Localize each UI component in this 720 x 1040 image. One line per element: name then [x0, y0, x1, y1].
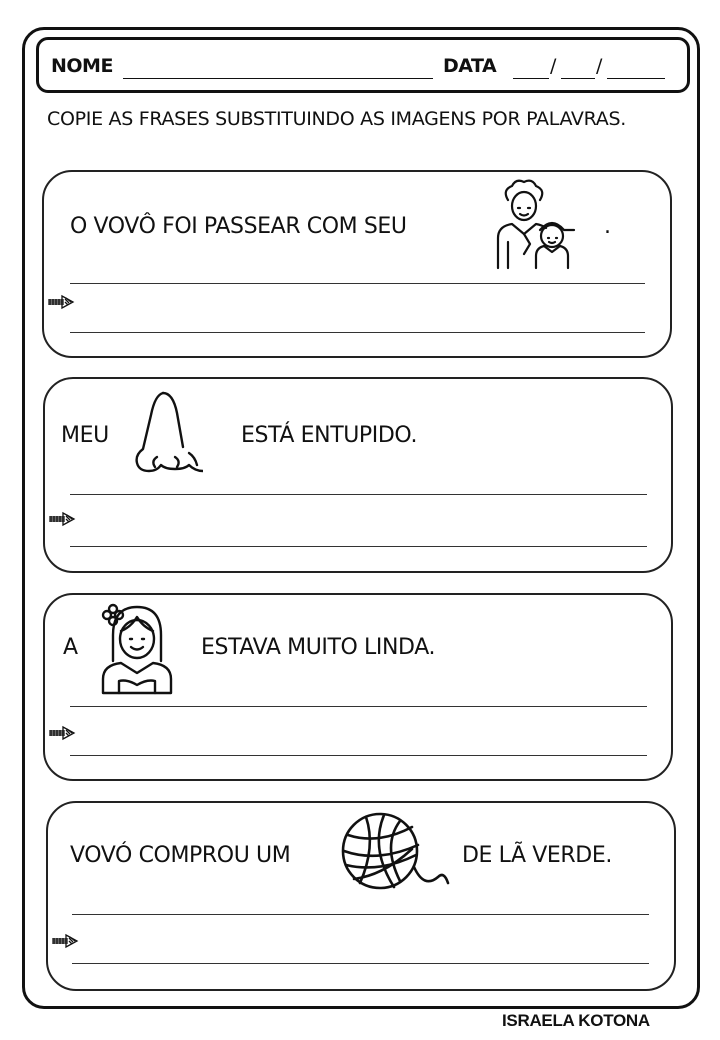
- sentence-text-after: DE LÃ VERDE.: [462, 843, 612, 868]
- sentence-text-after: ESTAVA MUITO LINDA.: [201, 635, 436, 660]
- date-separator: /: [550, 55, 557, 77]
- sentence-card: [42, 170, 672, 358]
- writing-line[interactable]: [72, 914, 649, 915]
- author-credit: ISRAELA KOTONA: [502, 1011, 650, 1030]
- instruction-text: COPIE AS FRASES SUBSTITUINDO AS IMAGENS POR PALAVRAS.: [47, 108, 626, 130]
- writing-line[interactable]: [70, 332, 645, 333]
- name-input-line[interactable]: [123, 78, 433, 79]
- sentence-card: [43, 593, 673, 781]
- sentence-card: [46, 801, 676, 991]
- writing-line[interactable]: [70, 283, 645, 284]
- writing-line[interactable]: [70, 546, 647, 547]
- arrow-icon: [50, 933, 80, 949]
- date-day-line[interactable]: [513, 78, 549, 79]
- date-month-line[interactable]: [561, 78, 595, 79]
- sentence-text-after: ESTÁ ENTUPIDO.: [241, 423, 418, 448]
- arrow-icon: [46, 294, 76, 310]
- name-label: NOME: [51, 55, 113, 77]
- sentence-text-before: MEU: [61, 423, 109, 448]
- sentence-text-after: .: [604, 214, 611, 239]
- arrow-icon: [47, 511, 77, 527]
- date-separator: /: [596, 55, 603, 77]
- name-date-header: [36, 37, 690, 93]
- sentence-card: [43, 377, 673, 573]
- sentence-text-before: VOVÓ COMPROU UM: [70, 843, 291, 868]
- sentence-text-before: O VOVÔ FOI PASSEAR COM SEU: [70, 214, 407, 239]
- date-year-line[interactable]: [607, 78, 665, 79]
- date-label: DATA: [443, 55, 497, 77]
- nose-icon: [133, 387, 203, 475]
- sentence-text-before: A: [63, 635, 78, 660]
- writing-line[interactable]: [70, 494, 647, 495]
- writing-line[interactable]: [70, 706, 647, 707]
- yarn-ball-icon: [340, 811, 452, 897]
- girl-icon: [99, 601, 173, 695]
- writing-line[interactable]: [70, 755, 647, 756]
- writing-line[interactable]: [72, 963, 649, 964]
- grandfather-and-grandson-icon: [494, 178, 578, 270]
- arrow-icon: [47, 725, 77, 741]
